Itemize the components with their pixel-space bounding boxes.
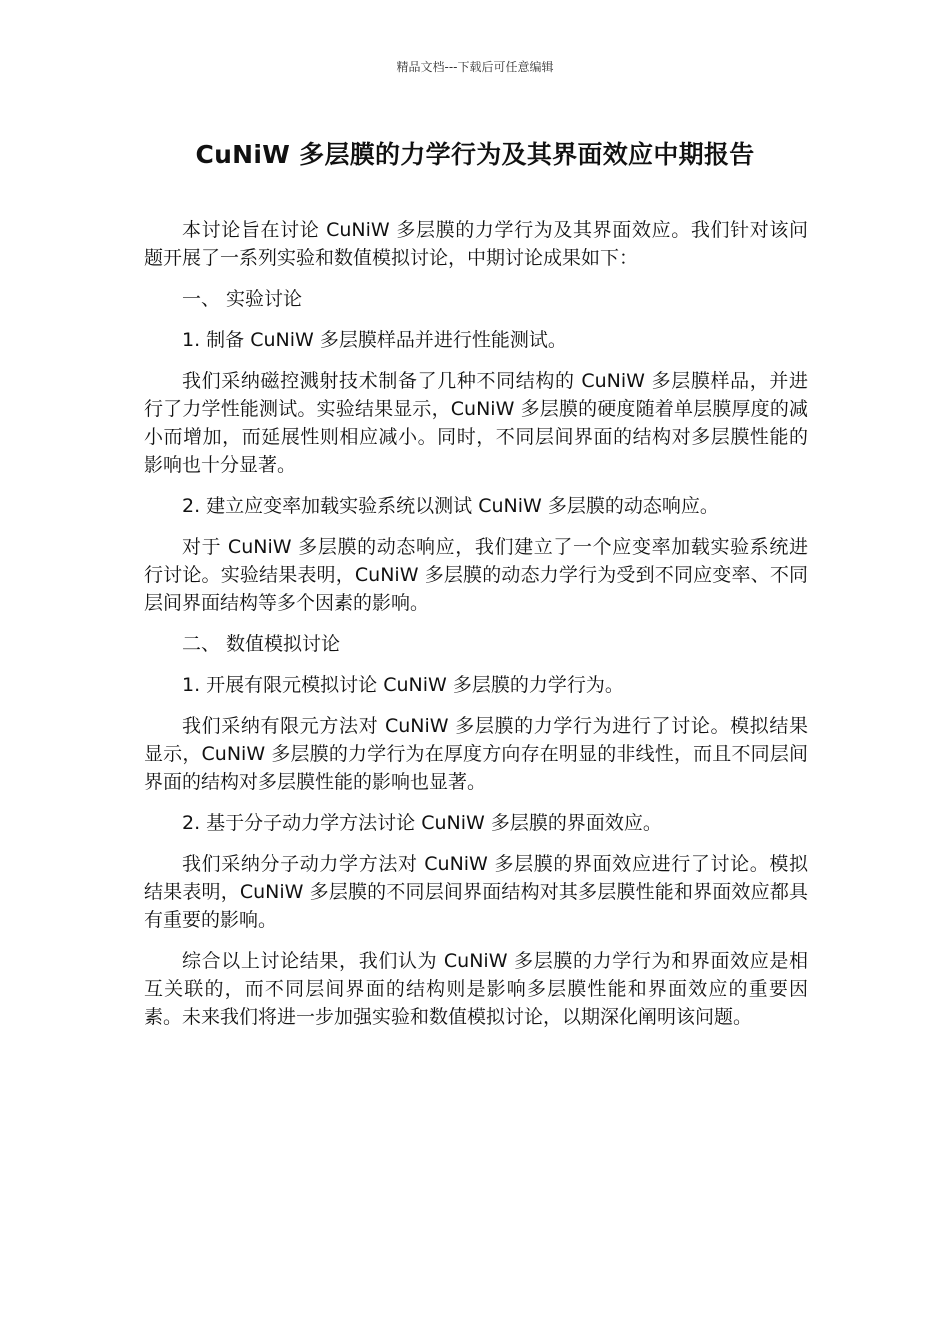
simulation-item-2-text: 我们采纳分子动力学方法对 CuNiW 多层膜的界面效应进行了讨论。模拟结果表明，CuNiW 多层膜的不同层间界面结构对其多层膜性能和界面效应都具有重要的影响。 — [144, 853, 808, 931]
experiment-item-2-heading: 2. 建立应变率加载实验系统以测试 CuNiW 多层膜的动态响应。 — [182, 495, 719, 517]
experiment-item-2-text: 对于 CuNiW 多层膜的动态响应，我们建立了一个应变率加载实验系统进行讨论。实验结果表明，CuNiW 多层膜的动态力学行为受到不同应变率、不同层间界面结构等多个因素的影响。 — [144, 536, 808, 614]
simulation-item-1-text: 我们采纳有限元方法对 CuNiW 多层膜的力学行为进行了讨论。模拟结果显示，CuNiW 多层膜的力学行为在厚度方向存在明显的非线性，而且不同层间界面的结构对多层膜性能的影响也显著。 — [144, 715, 808, 793]
experiment-item-1-heading: 1. 制备 CuNiW 多层膜样品并进行性能测试。 — [182, 329, 567, 351]
conclusion-paragraph: 综合以上讨论结果，我们认为 CuNiW 多层膜的力学行为和界面效应是相互关联的，而不同层间界面的结构则是影响多层膜性能和界面效应的重要因素。未来我们将进一步加强实验和数值模拟讨论，以期深化阐明该问题。 — [144, 950, 808, 1028]
experiment-item-1-text: 我们采纳磁控溅射技术制备了几种不同结构的 CuNiW 多层膜样品，并进行了力学性能测试。实验结果显示，CuNiW 多层膜的硬度随着单层膜厚度的减小而增加，而延展性则相应减小。同时，不同层间界面的结构对多层膜性能的影响也十分显著。 — [144, 370, 808, 476]
simulation-item-1-heading: 1. 开展有限元模拟讨论 CuNiW 多层膜的力学行为。 — [182, 674, 624, 696]
section-heading-experiments: 一、 实验讨论 — [182, 288, 303, 310]
document-title: CuNiW 多层膜的力学行为及其界面效应中期报告 — [195, 140, 755, 169]
document-body — [144, 216, 808, 1044]
page-header-note: 精品文档---下载后可任意编辑 — [396, 60, 554, 74]
section-heading-simulation: 二、 数值模拟讨论 — [182, 633, 341, 655]
simulation-item-2-heading: 2. 基于分子动力学方法讨论 CuNiW 多层膜的界面效应。 — [182, 812, 662, 834]
intro-paragraph: 本讨论旨在讨论 CuNiW 多层膜的力学行为及其界面效应。我们针对该问题开展了一系列实验和数值模拟讨论，中期讨论成果如下： — [144, 219, 808, 269]
